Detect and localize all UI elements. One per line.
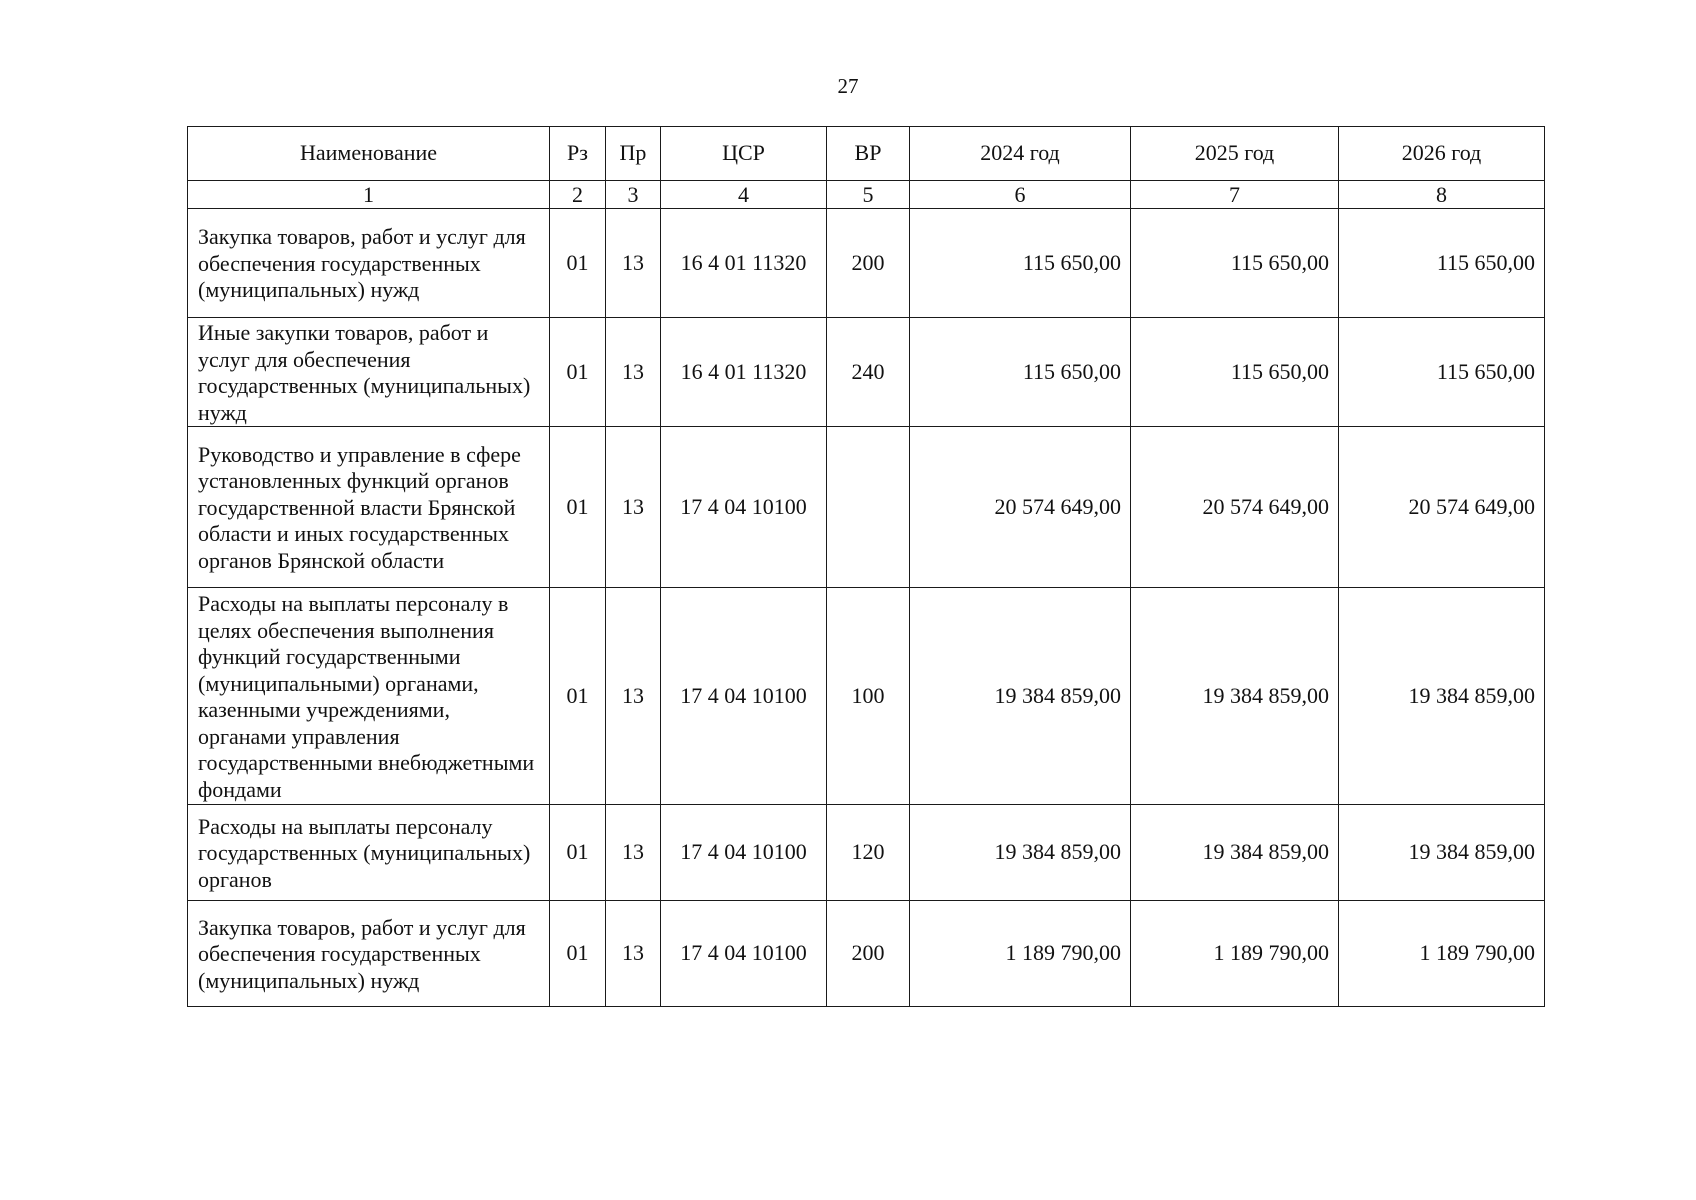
row-amount-2024: 1 189 790,00 bbox=[910, 901, 1131, 1007]
header-2026: 2026 год bbox=[1339, 127, 1545, 181]
row-rz: 01 bbox=[550, 427, 606, 588]
table-row bbox=[188, 427, 1545, 588]
row-vr: 120 bbox=[827, 805, 910, 901]
row-rz: 01 bbox=[550, 901, 606, 1007]
table-row bbox=[188, 901, 1545, 1007]
table-row bbox=[188, 805, 1545, 901]
row-csr: 17 4 04 10100 bbox=[661, 901, 827, 1007]
row-name: Расходы на выплаты персоналу государственных (муниципальных) органов bbox=[188, 805, 550, 901]
table-row bbox=[188, 588, 1545, 805]
column-number: 5 bbox=[827, 181, 910, 209]
row-amount-2024: 115 650,00 bbox=[910, 318, 1131, 427]
row-name: Руководство и управление в сфере установленных функций органов государственной власти Брянской области и иных государственных органов Брянской области bbox=[188, 427, 550, 588]
table-row bbox=[188, 318, 1545, 427]
row-pr: 13 bbox=[606, 901, 661, 1007]
row-name: Расходы на выплаты персоналу в целях обеспечения выполнения функций государственными (муниципальными) органами, казенными учреждениями, органами управления государственными внебюджетными фондами bbox=[188, 588, 550, 805]
column-number: 2 bbox=[550, 181, 606, 209]
column-number: 8 bbox=[1339, 181, 1545, 209]
row-name: Закупка товаров, работ и услуг для обеспечения государственных (муниципальных) нужд bbox=[188, 209, 550, 318]
header-csr: ЦСР bbox=[661, 127, 827, 181]
row-amount-2026: 19 384 859,00 bbox=[1339, 805, 1545, 901]
row-name: Закупка товаров, работ и услуг для обеспечения государственных (муниципальных) нужд bbox=[188, 901, 550, 1007]
row-rz: 01 bbox=[550, 318, 606, 427]
row-pr: 13 bbox=[606, 318, 661, 427]
row-vr: 200 bbox=[827, 901, 910, 1007]
header-pr: Пр bbox=[606, 127, 661, 181]
row-amount-2025: 115 650,00 bbox=[1131, 318, 1339, 427]
header-rz: Рз bbox=[550, 127, 606, 181]
row-amount-2025: 19 384 859,00 bbox=[1131, 805, 1339, 901]
row-rz: 01 bbox=[550, 588, 606, 805]
header-vr: ВР bbox=[827, 127, 910, 181]
row-vr: 200 bbox=[827, 209, 910, 318]
row-amount-2026: 1 189 790,00 bbox=[1339, 901, 1545, 1007]
table-row bbox=[188, 209, 1545, 318]
row-rz: 01 bbox=[550, 209, 606, 318]
row-csr: 17 4 04 10100 bbox=[661, 588, 827, 805]
row-pr: 13 bbox=[606, 209, 661, 318]
budget-table bbox=[187, 126, 1545, 1007]
row-vr: 240 bbox=[827, 318, 910, 427]
row-amount-2024: 19 384 859,00 bbox=[910, 588, 1131, 805]
row-csr: 16 4 01 11320 bbox=[661, 318, 827, 427]
header-2025: 2025 год bbox=[1131, 127, 1339, 181]
row-csr: 17 4 04 10100 bbox=[661, 427, 827, 588]
column-number: 1 bbox=[188, 181, 550, 209]
row-pr: 13 bbox=[606, 805, 661, 901]
row-amount-2024: 115 650,00 bbox=[910, 209, 1131, 318]
column-number: 3 bbox=[606, 181, 661, 209]
row-pr: 13 bbox=[606, 588, 661, 805]
row-name: Иные закупки товаров, работ и услуг для обеспечения государственных (муниципальных) нужд bbox=[188, 318, 550, 427]
row-amount-2025: 20 574 649,00 bbox=[1131, 427, 1339, 588]
row-csr: 17 4 04 10100 bbox=[661, 805, 827, 901]
row-amount-2025: 1 189 790,00 bbox=[1131, 901, 1339, 1007]
row-amount-2024: 19 384 859,00 bbox=[910, 805, 1131, 901]
row-amount-2025: 115 650,00 bbox=[1131, 209, 1339, 318]
row-vr: 100 bbox=[827, 588, 910, 805]
header-row bbox=[188, 127, 1545, 181]
column-number: 4 bbox=[661, 181, 827, 209]
row-amount-2024: 20 574 649,00 bbox=[910, 427, 1131, 588]
row-vr bbox=[827, 427, 910, 588]
row-pr: 13 bbox=[606, 427, 661, 588]
header-2024: 2024 год bbox=[910, 127, 1131, 181]
row-amount-2026: 115 650,00 bbox=[1339, 209, 1545, 318]
row-amount-2025: 19 384 859,00 bbox=[1131, 588, 1339, 805]
page-number: 27 bbox=[837, 74, 859, 98]
column-number: 6 bbox=[910, 181, 1131, 209]
header-name: Наименование bbox=[188, 127, 550, 181]
row-amount-2026: 115 650,00 bbox=[1339, 318, 1545, 427]
row-amount-2026: 20 574 649,00 bbox=[1339, 427, 1545, 588]
row-rz: 01 bbox=[550, 805, 606, 901]
column-number: 7 bbox=[1131, 181, 1339, 209]
column-number-row bbox=[188, 181, 1545, 209]
row-amount-2026: 19 384 859,00 bbox=[1339, 588, 1545, 805]
row-csr: 16 4 01 11320 bbox=[661, 209, 827, 318]
